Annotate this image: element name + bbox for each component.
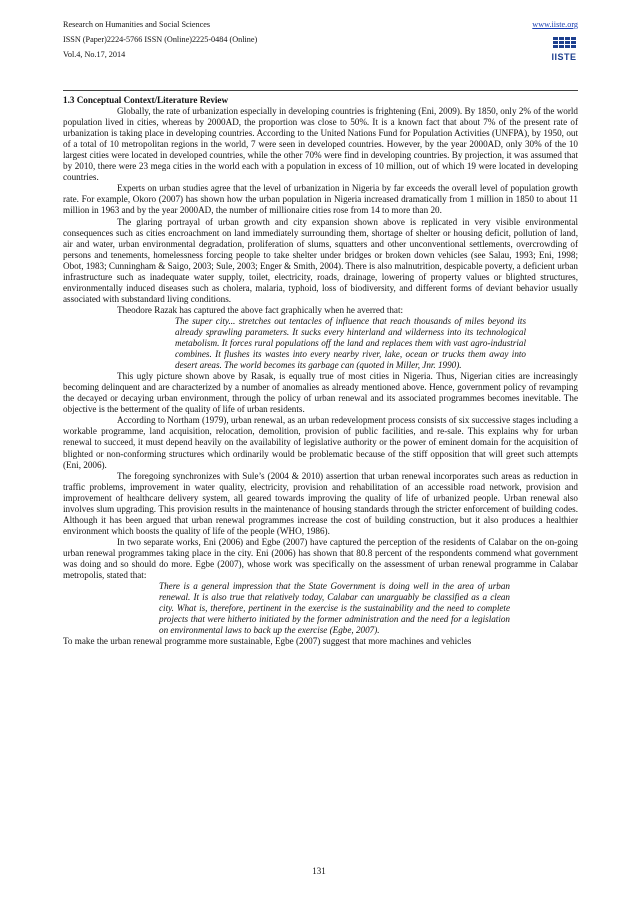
- block-quote: There is a general impression that the State Government is doing well in the area of urban renewal. It is also true that relatively today, Calabar can unarguably be classified as a clean city. What is, therefore, pertinent in the exercise is the sustainability and the need to complete projects that were hitherto initiated by the former administration and the need for a legislation on environmental laws to back up the exercise (Egbe, 2007).: [159, 581, 510, 636]
- section-heading: 1.3 Conceptual Context/Literature Review: [63, 95, 229, 105]
- journal-title: Research on Humanities and Social Sciences: [63, 20, 211, 29]
- issn-line: ISSN (Paper)2224-5766 ISSN (Online)2225-0484 (Online): [63, 35, 258, 44]
- paragraph: The glaring portrayal of urban growth and city expansion shown above is replicated in very visible environmental consequences such as cities encroachment on land immediately surrounding them, shortage of shelter or housing deficit, pollution of land, air and water, urban environmental degradation, proliferation of slums, squatters and other unconventional settlements, overcrowding of persons and tenements, homelessness forcing people to take shelter under bridges or broken down vehicles (see Salau, 1993; Eni, 1998; Obot, 1983; Cunningham & Saigo, 2003; Sule, 2003; Enger & Smith, 2004). There is also malnutrition, despicable poverty, a deficient urban infrastructure such as inadequate water supply, toilet, electricity, roads, drainage, lowering of property values or blighted structures, environmentally induced diseases such as cholera, malaria, typhoid, loss of biodiversity, and different forms of deviant behavior usually associated with substandard living conditions.: [63, 216, 578, 304]
- block-quote: The super city... stretches out tentacles of influence that reach thousands of miles beyond its already sprawling parameters. It sucks every hinterland and wilderness into its technological metabolism. It forces rural populations off the land and replaces them with vast agro-industrial combines. It flushes its wastes into every nearby river, lake, ocean or trucks them away into desert areas. The world becomes its garbage can (quoted in Miller, Jnr. 1990).: [175, 315, 526, 371]
- logo-text: IISTE: [551, 52, 577, 62]
- paragraph: Theodore Razak has captured the above fact graphically when he averred that:: [117, 304, 404, 315]
- page-number: 131: [312, 866, 326, 876]
- journal-url-link[interactable]: www.iiste.org: [532, 20, 578, 29]
- paragraph: Globally, the rate of urbanization especially in developing countries is frightening (Eni, 2009). By 1850, only 2% of the world population lived in cities, whereas by 2000AD, the proportion was close to 50%. It is a known fact that about 7% of the present rate of urbanization is taking place in developing countries. According to the United Nations Fund for Population Activities (UNFPA), by 1950, out of a total of 10 metropolitan regions in the world, 7 were seen in developed countries. However, by the year 2000AD, only 30% of the 10 largest cities were located in developed countries, while the other 70% were find in developing countries. By projection, it was assumed that by 2010, there were 23 mega cities in the world each with a population in excess of 10 million, out of which 19 were located in developing countries.: [63, 106, 578, 183]
- logo-grid-icon: [553, 37, 576, 48]
- paragraph: According to Northam (1979), urban renewal, as an urban redevelopment process consists of six successive stages including a workable programme, land acquisition, relocation, demolition, provision of public facilities, and re-sale. This explains why for urban renewal to succeed, it must depend heavily on the availability of legislative authority or the power of eminent domain for the acquisition of blighted or non-conforming structures which ordinarily would be problematic because of the stiff opposition that will greet such attempts (Eni, 2006).: [63, 415, 578, 470]
- paragraph: This ugly picture shown above by Rasak, is equally true of most cities in Nigeria. Thus, Nigerian cities are increasingly becoming delinquent and are characterized by a number of anomalies as already mentioned above. Hence, government policy of revamping the decayed or decaying urban environment, through the policy of urban renewal and its associated programmes becomes inevitable. The objective is the betterment of the quality of life of urban residents.: [63, 371, 578, 415]
- header-divider: [63, 90, 578, 91]
- paragraph: Experts on urban studies agree that the level of urbanization in Nigeria by far exceeds the overall level of population growth rate. For example, Okoro (2007) has shown how the urban population in Nigeria increased dramatically from 1 million in 1850 to about 11 million in 1963 and by the year 2000AD, the number of millionaire cities rose from 14 to more than 20.: [63, 183, 578, 216]
- paragraph: In two separate works, Eni (2006) and Egbe (2007) have captured the perception of the residents of Calabar on the on-going urban renewal programmes taking place in the city. Eni (2006) has shown that 80.8 percent of the respondents commend what government was doing and so should do more. Egbe (2007), whose work was specifically on the assessment of urban renewal programme in Calabar metropolis, stated that:: [63, 536, 578, 581]
- paragraph: The foregoing synchronizes with Sule’s (2004 & 2010) assertion that urban renewal incorporates such areas as reduction in traffic problems, improvement in water quality, electricity, provision and rehabilitation of an accessible road network, provision and improvement of healthcare delivery system, all geared towards improving the quality of life of urbanized people. Urban renewal also involves slum upgrading. This provision results in the maintenance of housing standards through the stricter enforcement of building codes. Although it has been argued that urban renewal programmes increase the cost of building construction, but it also produces a healthier environment which boosts the quality of life of the people (WHO, 1986).: [63, 470, 578, 536]
- iiste-logo: [550, 37, 578, 63]
- paragraph: To make the urban renewal programme more sustainable, Egbe (2007) suggest that more machines and vehicles: [63, 636, 472, 647]
- volume-line: Vol.4, No.17, 2014: [63, 50, 126, 59]
- main-content: [63, 95, 578, 647]
- page-header: [63, 17, 578, 87]
